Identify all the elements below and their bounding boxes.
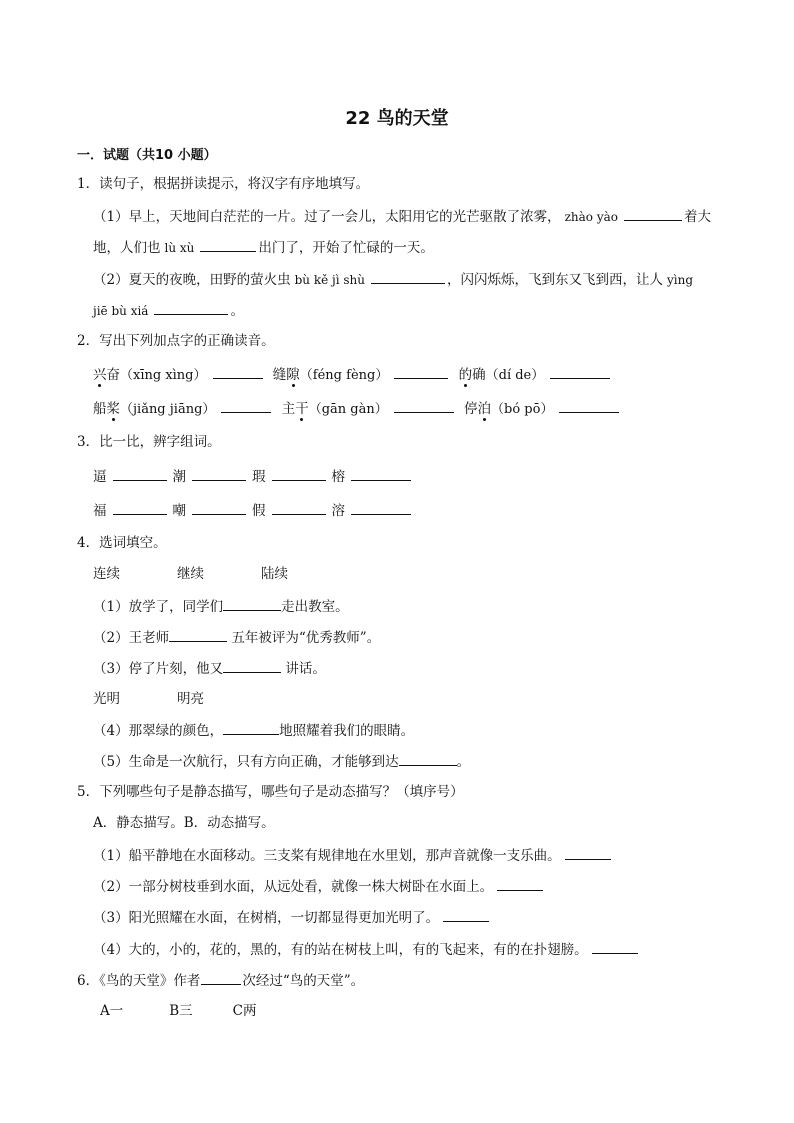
q5-sentence-4: [93, 939, 640, 960]
q4-word-bank-2: [93, 689, 204, 709]
q4-text: 地照耀着我们的眼睛。: [279, 723, 415, 739]
q5-sentence-1: [93, 845, 613, 866]
q4-stem: 4．选词填空。: [77, 535, 167, 551]
q4-sentence-1: [93, 596, 349, 617]
q5-text: （3）阳光照耀在水面，在树梢，一切都显得更加光明了。: [93, 910, 440, 926]
q4-text: 五年被评为“优秀教师”。: [227, 630, 381, 646]
answer-blank[interactable]: [559, 398, 619, 413]
answer-blank[interactable]: [113, 500, 167, 515]
q1-text: 地，人们也: [93, 240, 161, 256]
q1-text: （1）早上，天地间白茫茫的一片。过了一会儿，太阳用它的光芒驱散了浓雾，: [93, 209, 561, 225]
q6-stem: [77, 970, 364, 991]
answer-blank[interactable]: [371, 269, 445, 284]
q2-char: 主: [281, 401, 296, 417]
dotted-char: 兴: [93, 367, 107, 383]
q5-options: A．静态描写。B．动态描写。: [93, 815, 275, 831]
q4-sentence-5: [93, 751, 470, 772]
answer-blank[interactable]: [550, 364, 610, 379]
q1-pinyin: yìng: [667, 273, 694, 287]
dotted-char: 泊: [477, 401, 492, 417]
answer-blank[interactable]: [221, 398, 271, 413]
answer-blank[interactable]: [399, 751, 457, 766]
q2-pinyin-options: （xīng xìng）: [120, 368, 207, 383]
choice-option[interactable]: A一: [100, 1003, 124, 1019]
q4-text: 。: [456, 754, 471, 770]
q4-text: （3）停了片刻，他又: [93, 661, 224, 677]
q3-char: 假: [252, 503, 266, 519]
q2-pinyin-options: （gān gàn）: [308, 402, 388, 417]
answer-blank[interactable]: [272, 500, 326, 515]
word-option: 明亮: [177, 691, 204, 707]
q2-char: 缝: [272, 367, 287, 383]
answer-blank[interactable]: [192, 466, 246, 481]
section-heading: 一．试题（共10 小题）: [77, 148, 217, 163]
q2-item: [282, 401, 388, 417]
q1-line-1b: [93, 237, 434, 258]
answer-blank[interactable]: [200, 237, 256, 252]
q1-line-2b: [93, 300, 244, 321]
q3-stem: 3．比一比，辨字组词。: [77, 434, 221, 450]
q1-text: 着大: [684, 209, 711, 225]
q5-sentence-2: [93, 876, 545, 897]
q1-text: ，闪闪烁烁，飞到东又飞到西，让人: [447, 272, 663, 288]
q4-sentence-2: [93, 627, 380, 648]
q5-text: （4）大的，小的，花的，黑的，有的站在树枝上叫，有的飞起来，有的在扑翅膀。: [93, 942, 588, 958]
q1-line-2a: [93, 269, 697, 290]
q1-line-1a: [93, 206, 711, 227]
q2-pinyin-options: （dí de）: [485, 368, 545, 383]
q6-text: 次经过“鸟的天堂”。: [242, 973, 365, 989]
q4-text: （1）放学了，同学们: [93, 599, 224, 615]
answer-blank[interactable]: [394, 398, 454, 413]
q3-char: 福: [93, 503, 107, 519]
answer-blank[interactable]: [592, 939, 638, 954]
q5-sentence-3: [93, 907, 491, 928]
word-option: 陆续: [261, 566, 288, 582]
dotted-char: 隙: [286, 367, 300, 383]
q5-text: （1）船平静地在水面移动。三支桨有规律地在水里划，那声音就像一支乐曲。: [93, 848, 561, 864]
q2-char: 奋: [106, 367, 120, 383]
q6-options: [100, 1001, 257, 1021]
q6-text: 6．《鸟的天堂》作者: [77, 973, 201, 989]
q4-text: （5）生命是一次航行，只有方向正确，才能够到达: [93, 754, 399, 770]
q2-char: 确: [472, 367, 486, 383]
q3-char: 逼: [93, 469, 107, 485]
q3-row-1: [93, 466, 417, 487]
answer-blank[interactable]: [497, 876, 543, 891]
q2-item: [93, 367, 207, 383]
dotted-char: 干: [295, 401, 309, 417]
answer-blank[interactable]: [394, 364, 448, 379]
q2-pinyin-options: （jiǎng jiāng）: [120, 402, 216, 417]
answer-blank[interactable]: [213, 364, 263, 379]
word-option: 连续: [93, 566, 120, 582]
word-option: 继续: [177, 566, 204, 582]
page-title: 22 鸟的天堂: [345, 108, 449, 129]
dotted-char: 的: [458, 367, 473, 383]
q1-text: 出门了，开始了忙碌的一天。: [258, 240, 434, 256]
q4-sentence-4: [93, 720, 414, 741]
q2-char: 船: [93, 401, 107, 417]
q2-pinyin-options: （bó pō）: [491, 402, 554, 417]
answer-blank[interactable]: [223, 596, 281, 611]
answer-blank[interactable]: [223, 658, 281, 673]
choice-option[interactable]: B三: [169, 1003, 193, 1019]
answer-blank[interactable]: [113, 466, 167, 481]
q3-char: 潮: [172, 469, 186, 485]
q1-pinyin: bù kě jì shù: [294, 273, 365, 287]
q2-row-1: [93, 364, 616, 386]
q2-item: [273, 367, 389, 383]
answer-blank[interactable]: [201, 970, 241, 985]
dotted-char: 桨: [106, 401, 120, 417]
answer-blank[interactable]: [565, 845, 611, 860]
q1-text: 。: [230, 303, 244, 319]
answer-blank[interactable]: [351, 466, 411, 481]
answer-blank[interactable]: [443, 907, 489, 922]
q1-pinyin: lù xù: [164, 241, 195, 255]
q2-pinyin-options: （féng fèng）: [299, 368, 389, 383]
answer-blank[interactable]: [624, 206, 682, 221]
q4-word-bank-1: [93, 564, 288, 584]
q2-char: 停: [464, 401, 478, 417]
q1-stem: 1．读句子，根据拼读提示，将汉字有序地填写。: [77, 176, 370, 192]
q1-pinyin: jiē bù xiá: [93, 304, 149, 318]
q2-row-2: [93, 398, 625, 420]
q4-sentence-3: [93, 658, 326, 679]
word-option: 光明: [93, 691, 120, 707]
q2-item: [464, 401, 553, 417]
answer-blank[interactable]: [223, 720, 279, 735]
answer-blank[interactable]: [351, 500, 411, 515]
q3-char: 瑕: [252, 469, 266, 485]
q4-text: 讲话。: [281, 661, 326, 677]
q3-char: 嘲: [172, 503, 186, 519]
answer-blank[interactable]: [272, 466, 326, 481]
q5-text: （2）一部分树枝垂到水面，从远处看，就像一株大树卧在水面上。: [93, 879, 494, 895]
q3-row-2: [93, 500, 417, 521]
answer-blank[interactable]: [192, 500, 246, 515]
q3-char: 榕: [331, 469, 345, 485]
q3-char: 溶: [331, 503, 345, 519]
q1-pinyin: zhào yào: [564, 210, 618, 224]
q5-stem: 5．下列哪些句子是静态描写，哪些句子是动态描写？（填序号）: [77, 784, 464, 800]
q4-text: （4）那翠绿的颜色，: [93, 723, 224, 739]
answer-blank[interactable]: [169, 627, 227, 642]
choice-option[interactable]: C两: [232, 1003, 257, 1019]
q2-stem: 2．写出下列加点字的正确读音。: [77, 333, 275, 349]
answer-blank[interactable]: [154, 300, 228, 315]
q4-text: （2）王老师: [93, 630, 170, 646]
q4-text: 走出教室。: [281, 599, 349, 615]
q2-item: [93, 401, 215, 417]
q2-item: [459, 367, 545, 383]
q1-text: （2）夏天的夜晚，田野的萤火虫: [93, 272, 291, 288]
